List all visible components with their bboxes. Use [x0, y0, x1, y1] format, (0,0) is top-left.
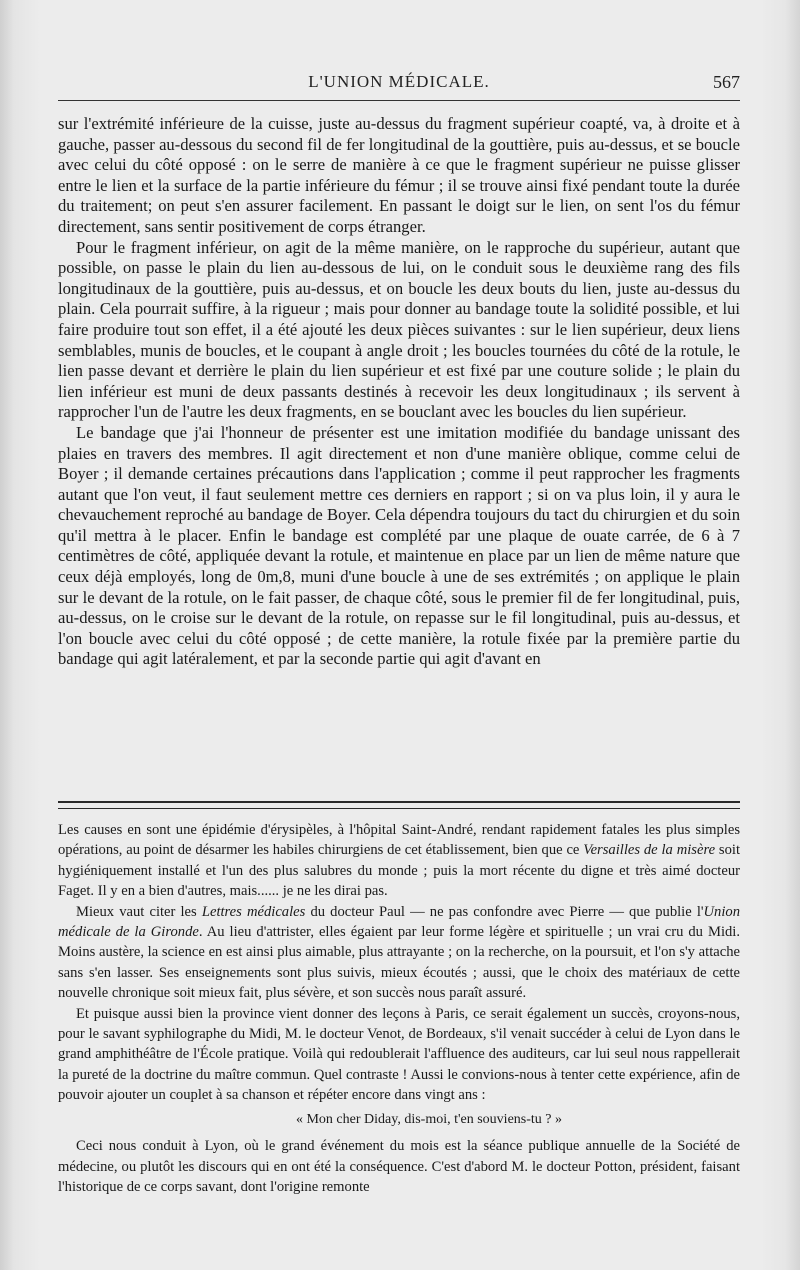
page-number: 567 — [713, 72, 740, 92]
feuilleton-p1-italic: Versailles de la misère — [583, 842, 716, 859]
main-article-text — [58, 114, 740, 670]
feuilleton-separator-rule — [58, 801, 740, 809]
feuilleton-paragraph-2 — [58, 902, 740, 1004]
page-header — [58, 72, 740, 96]
body-paragraph-1: sur l'extrémité inférieure de la cuisse, juste au-dessus du fragment supérieur coapté, va, à droite et à gauche, passer au-dessous du second fil de fer longitudinal de la gouttière, puis au-dessus, et se boucle avec celui du côté opposé : on le serre de manière à ce que le fragment supérieur ne puisse glisser entre le lien et la surface de la partie inférieure du fémur ; il se trouve ainsi fixé pendant toute la durée du traitement; on peut s'en assurer facilement. En passant le doigt sur le lien, on sent l'os du fémur directement, sans sentir positivement de corps étranger. — [58, 114, 740, 236]
feuilleton-quote: « Mon cher Diday, dis-moi, t'en souviens-tu ? » — [295, 1111, 562, 1127]
feuilleton-paragraph-4: Ceci nous conduit à Lyon, où le grand événement du mois est la séance publique annuelle de la Société de médecine, ou plutôt les discours qui en ont été la conséquence. C'est d'abord M. le docteur Potton, président, faisant l'historique de ce corps savant, dont l'origine remonte — [58, 1138, 740, 1195]
feuilleton-paragraph-1 — [58, 820, 740, 902]
feuilleton-p1-text: Les causes en sont une épidémie d'érysipèles, à l'hôpital Saint-André, rendant rapidement fatales les plus simples opérations, au point de désarmer les habiles chirurgiens de cet établissement, bien que ce — [58, 822, 740, 859]
running-head: L'UNION MÉDICALE. — [308, 72, 490, 91]
body-paragraph-2: Pour le fragment inférieur, on agit de la même manière, on le rapproche du supérieur, autant que possible, on passe le plain du lien au-dessous de lui, on le conduit sous le deuxième rang des fils longitudinaux de la gouttière, puis au-dessus, et on boucle les deux bouts du lien, juste au-dessus du plain. Cela pourrait suffire, à la rigueur ; mais pour donner au bandage toute la solidité possible, et lui faire produire tout son effet, il a été ajouté les deux pièces suivantes : sur le lien supérieur, deux liens semblables, munis de boucles, et le coupant à angle droit ; les boucles tournées du côté de la rotule, le lien passe devant et derrière le plain du lien supérieur et est fixé par une couture solide ; le plain du lien inférieur est muni de deux passants destinés à recevoir les deux longitudinaux ; ils servent à rapprocher l'un de l'autre les deux fragments, en se bouclant avec les boucles du lien supérieur. — [58, 237, 740, 422]
feuilleton-paragraph-3: Et puisque aussi bien la province vient donner des leçons à Paris, ce serait également un succès, croyons-nous, pour le savant syphilographe du Midi, M. le docteur Venot, de Bordeaux, s'il venait succéder à celui de Lyon dans le grand amphithéâtre de l'École pratique. Voilà qui redoublerait l'affluence des auditeurs, car lui seul nous rappellerait la pureté de la doctrine du maître commun. Quel contraste ! Aussi le convions-nous à tenter cette expérience, afin de pouvoir ajouter un couplet à sa chanson et répéter encore dans vingt ans : — [58, 1005, 740, 1104]
feuilleton-p2-italic-2: Union médicale de la Gironde — [58, 903, 740, 941]
header-rule — [58, 100, 740, 101]
feuilleton-p2-start: Mieux vaut citer les — [76, 903, 197, 920]
feuilleton-p2-italic-1: Lettres médicales — [201, 903, 306, 920]
feuilleton-text — [58, 820, 740, 1197]
feuilleton-p2-end: . Au lieu d'attrister, elles égaient par leur forme légère et spirituelle ; un vrai cru du Midi. Moins austère, la science en est ainsi plus aimable, plus attrayante ; on la recherche, on la poursuit, et l'on s'y attache sans s'en lasser. Ses enseignements sont plus suivis, mieux écoutés ; aussi, que le choix des matériaux de cette nouvelle chronique soit mieux fait, plus sévère, et son succès nous paraît assuré. — [58, 924, 740, 1002]
feuilleton-p1-end: soit hygiéniquement installé et l'un des plus salubres du monde ; puis la mort récente du digne et très aimé docteur Faget. Il y en a bien d'autres, mais...... je ne les dirai pas. — [58, 842, 741, 900]
body-paragraph-3: Le bandage que j'ai l'honneur de présenter est une imitation modifiée du bandage unissant des plaies en travers des membres. Il agit directement et non d'une manière oblique, comme celui de Boyer ; il demande certaines précautions dans l'application ; comme il peut rapprocher les fragments autant que l'on veut, il faut seulement mettre ces derniers en rapport ; si on va plus loin, il y aura le chevauchement reproché au bandage de Boyer. Cela dépendra toujours du tact du chirurgien et du soin qu'il mettra à le placer. Enfin le bandage est complété par une plaque de ouate carrée, de 6 à 7 centimètres de côté, appliquée devant la rotule, et maintenue en place par un lien de même nature que ceux déjà employés, long de 0m,8, muni d'une boucle à une de ses extrémités ; on applique le plain sur le devant de la rotule, on le fait passer, de chaque côté, sous le premier fil de fer longitudinal, puis, au-dessus, on le croise sur le devant de la rotule, on repasse sur le fil longitudinal, puis au-dessus, et l'on boucle avec celui du côté opposé ; de cette manière, la rotule fixée par la première partie du bandage qui agit latéralement, et par la seconde partie qui agit d'avant en — [58, 422, 740, 669]
feuilleton-p2-mid: du docteur Paul — ne pas confondre avec Pierre — que publie l' — [310, 903, 704, 920]
